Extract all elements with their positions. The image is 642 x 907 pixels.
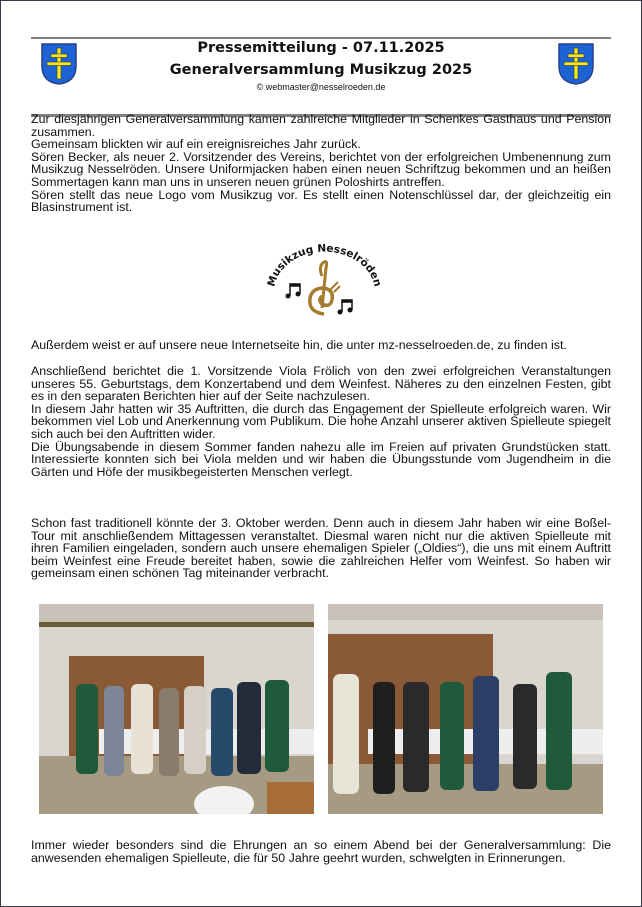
treble-clef-horn-icon [310,262,340,314]
tour-paragraph [31,517,611,580]
intro-paragraph [31,113,611,214]
intro-line: Zur diesjährigen Generalversammlung kamen zahlreiche Mitglieder in Schenkes Gasthaus und Pension zusammen. [31,112,611,139]
report-line: Die Übungsabende in diesem Sommer fanden nahezu alle im Freien auf privaten Grundstücken statt. Interessierte konnten sich bei Viola melden und wir haben die Übungsstunde vom Jugendheim in die Gärten und Höfe der musikbegeisterten Menschen verlegt. [31,439,611,479]
group-photo-members [328,604,603,814]
intro-line: Sören Becker, als neuer 2. Vorsitzender des Vereins, berichtet von der erfolgreichen Umbenennung zum Musikzug Nesselröden. Unsere Uniformjacken haben einen neuen Schriftzug bekommen und an heißen Sommertagen kann man uns in unseren neuen grünen Poloshirts antreffen. [31,149,611,189]
page-title: Pressemitteilung - 07.11.2025 [197,40,445,56]
copyright-line: © webmaster@nesselroeden.de [256,82,386,92]
tour-text: Schon fast traditionell könnte der 3. Oktober werden. Denn auch in diesem Jahr haben wir eine Boßel-Tour mit anschließendem Mittagessen veranstaltet. Diesmal waren nicht nur die aktiven Spielleute mit ihren Familien eingeladen, sondern auch unsere ehemaligen Spieler („Oldies“), die uns mit einem Auftritt beim Weinfest eine Freude bereitet haben, sowie die zahlreichen Helfer vom Weinfest. So haben wir gemeinsam einen schönen Tag miteinander verbracht. [31,516,611,581]
logo-text: Musikzug Nesselröden [265,242,384,289]
closing-text: Immer wieder besonders sind die Ehrungen an so einem Abend bei der Generalversammlung: Die anwesenden ehemaligen Spielleute, die für 50 Jahre geehrt wurden, schwelgten in Erinnerungen. [31,838,611,865]
website-paragraph: Außerdem weist er auf unsere neue Internetseite hin, die unter mz-nesselroeden.de, zu finden ist. [31,338,567,352]
intro-line: Gemeinsam blickten wir auf ein ereignisreiches Jahr zurück. [31,137,361,152]
musikzug-logo [262,242,387,322]
report-paragraph [31,365,611,478]
report-line: In diesem Jahr hatten wir 35 Auftritten, die durch das Engagement der Spielleute erfolgreich waren. Wir bekommen viel Lob und Anerkennung vom Publikum. Die hohe Anzahl unserer aktiven Spielleute spiegelt sich auch bei den Auftritten wider. [31,401,611,441]
intro-line: Sören stellt das neue Logo vom Musikzug vor. Es stellt einen Notenschlüssel dar, der gleichzeitig ein Blasinstrument ist. [31,187,611,215]
closing-paragraph [31,839,611,864]
report-line: Anschließend berichtet die 1. Vorsitzende Viola Frölich von den zwei erfolgreichen Veranstaltungen unseres 55. Geburtstags, dem Konzertabend und dem Weinfest. Näheres zu den einzelnen Festen, gibt es in den separaten Berichten hier auf der Seite nachzulesen. [31,364,611,404]
page-subtitle: Generalversammlung Musikzug 2025 [169,62,473,78]
group-photo-honorees [39,604,314,814]
